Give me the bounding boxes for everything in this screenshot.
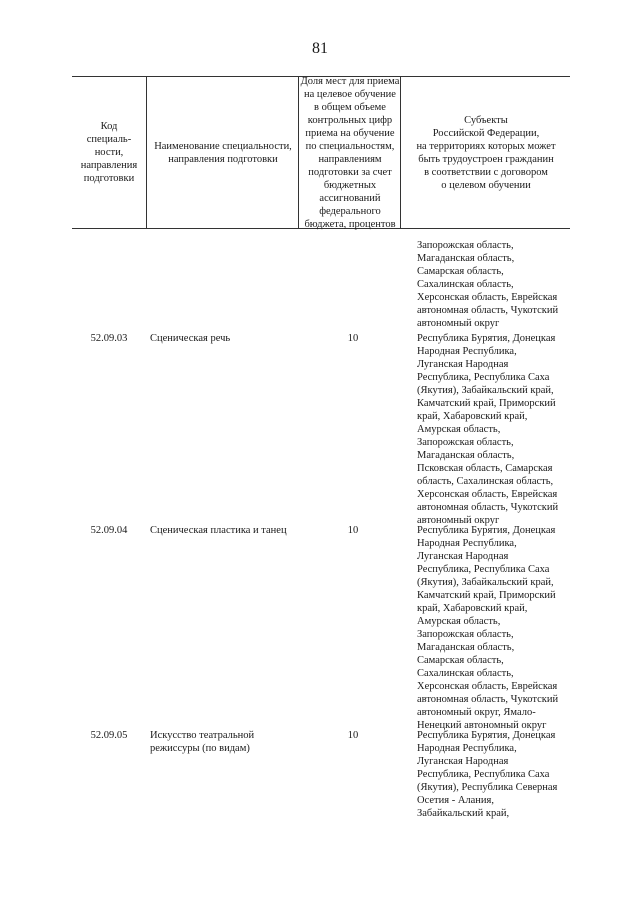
row-share: 10 [347, 333, 359, 344]
table-header [72, 76, 570, 229]
row-name: Сценическая пластика и танец [150, 525, 287, 536]
header-code: Код специаль- ности, направления подготовки [80, 121, 138, 184]
row-regions: Республика Бурятия, Донецкая Народная Республика, Луганская Народная Республика, Республика Саха (Якутия), Республика Северная Осетия - Алания, Забайкальский край, [417, 730, 558, 819]
header-name: Наименование специальности, направления подготовки [146, 77, 299, 228]
page-number: 81 [312, 40, 328, 57]
row-share: 10 [347, 730, 359, 741]
row-regions: Республика Бурятия, Донецкая Народная Республика, Луганская Народная Республика, Республика Саха (Якутия), Забайкальский край, Камчатский край, Приморский край, Хабаровский край, Амурская область, Запорожская область, Магаданская область, Псковская область, Самарская область, Сахалинская область, Херсонская область, Еврейская автономная область, Чукотский автономный округ [417, 333, 559, 526]
row-share: 10 [347, 525, 359, 536]
row-code: 52.09.05 [90, 730, 128, 741]
header-share: Доля мест для приема на целевое обучение в общем объеме контрольных цифр приема на обучение по специальностям, направлениям подготовки за счет бюджетных ассигнований федерального бюджета, процентов [298, 77, 401, 228]
row-code: 52.09.03 [90, 333, 128, 344]
row-name: Искусство театральной режиссуры (по видам) [150, 730, 255, 754]
row-name: Сценическая речь [150, 333, 231, 344]
header-regions: Субъекты Российской Федерации, на территориях которых может быть трудоустроен гражданин в соответствии с договором о целевом обучении [400, 77, 571, 228]
row-code: 52.09.04 [90, 525, 128, 536]
row-regions: Республика Бурятия, Донецкая Народная Республика, Луганская Народная Республика, Республика Саха (Якутия), Забайкальский край, Камчатский край, Приморский край, Хабаровский край, Амурская область, Запорожская область, Магаданская область, Самарская область, Сахалинская область, Херсонская область, Еврейская автономная область, Чукотский автономный округ, Ямало- Ненецкий автономный округ [417, 525, 559, 731]
row-regions: Запорожская область, Магаданская область, Самарская область, Сахалинская область, Херсонская область, Еврейская автономная область, Чукотский автономный округ [417, 240, 559, 329]
